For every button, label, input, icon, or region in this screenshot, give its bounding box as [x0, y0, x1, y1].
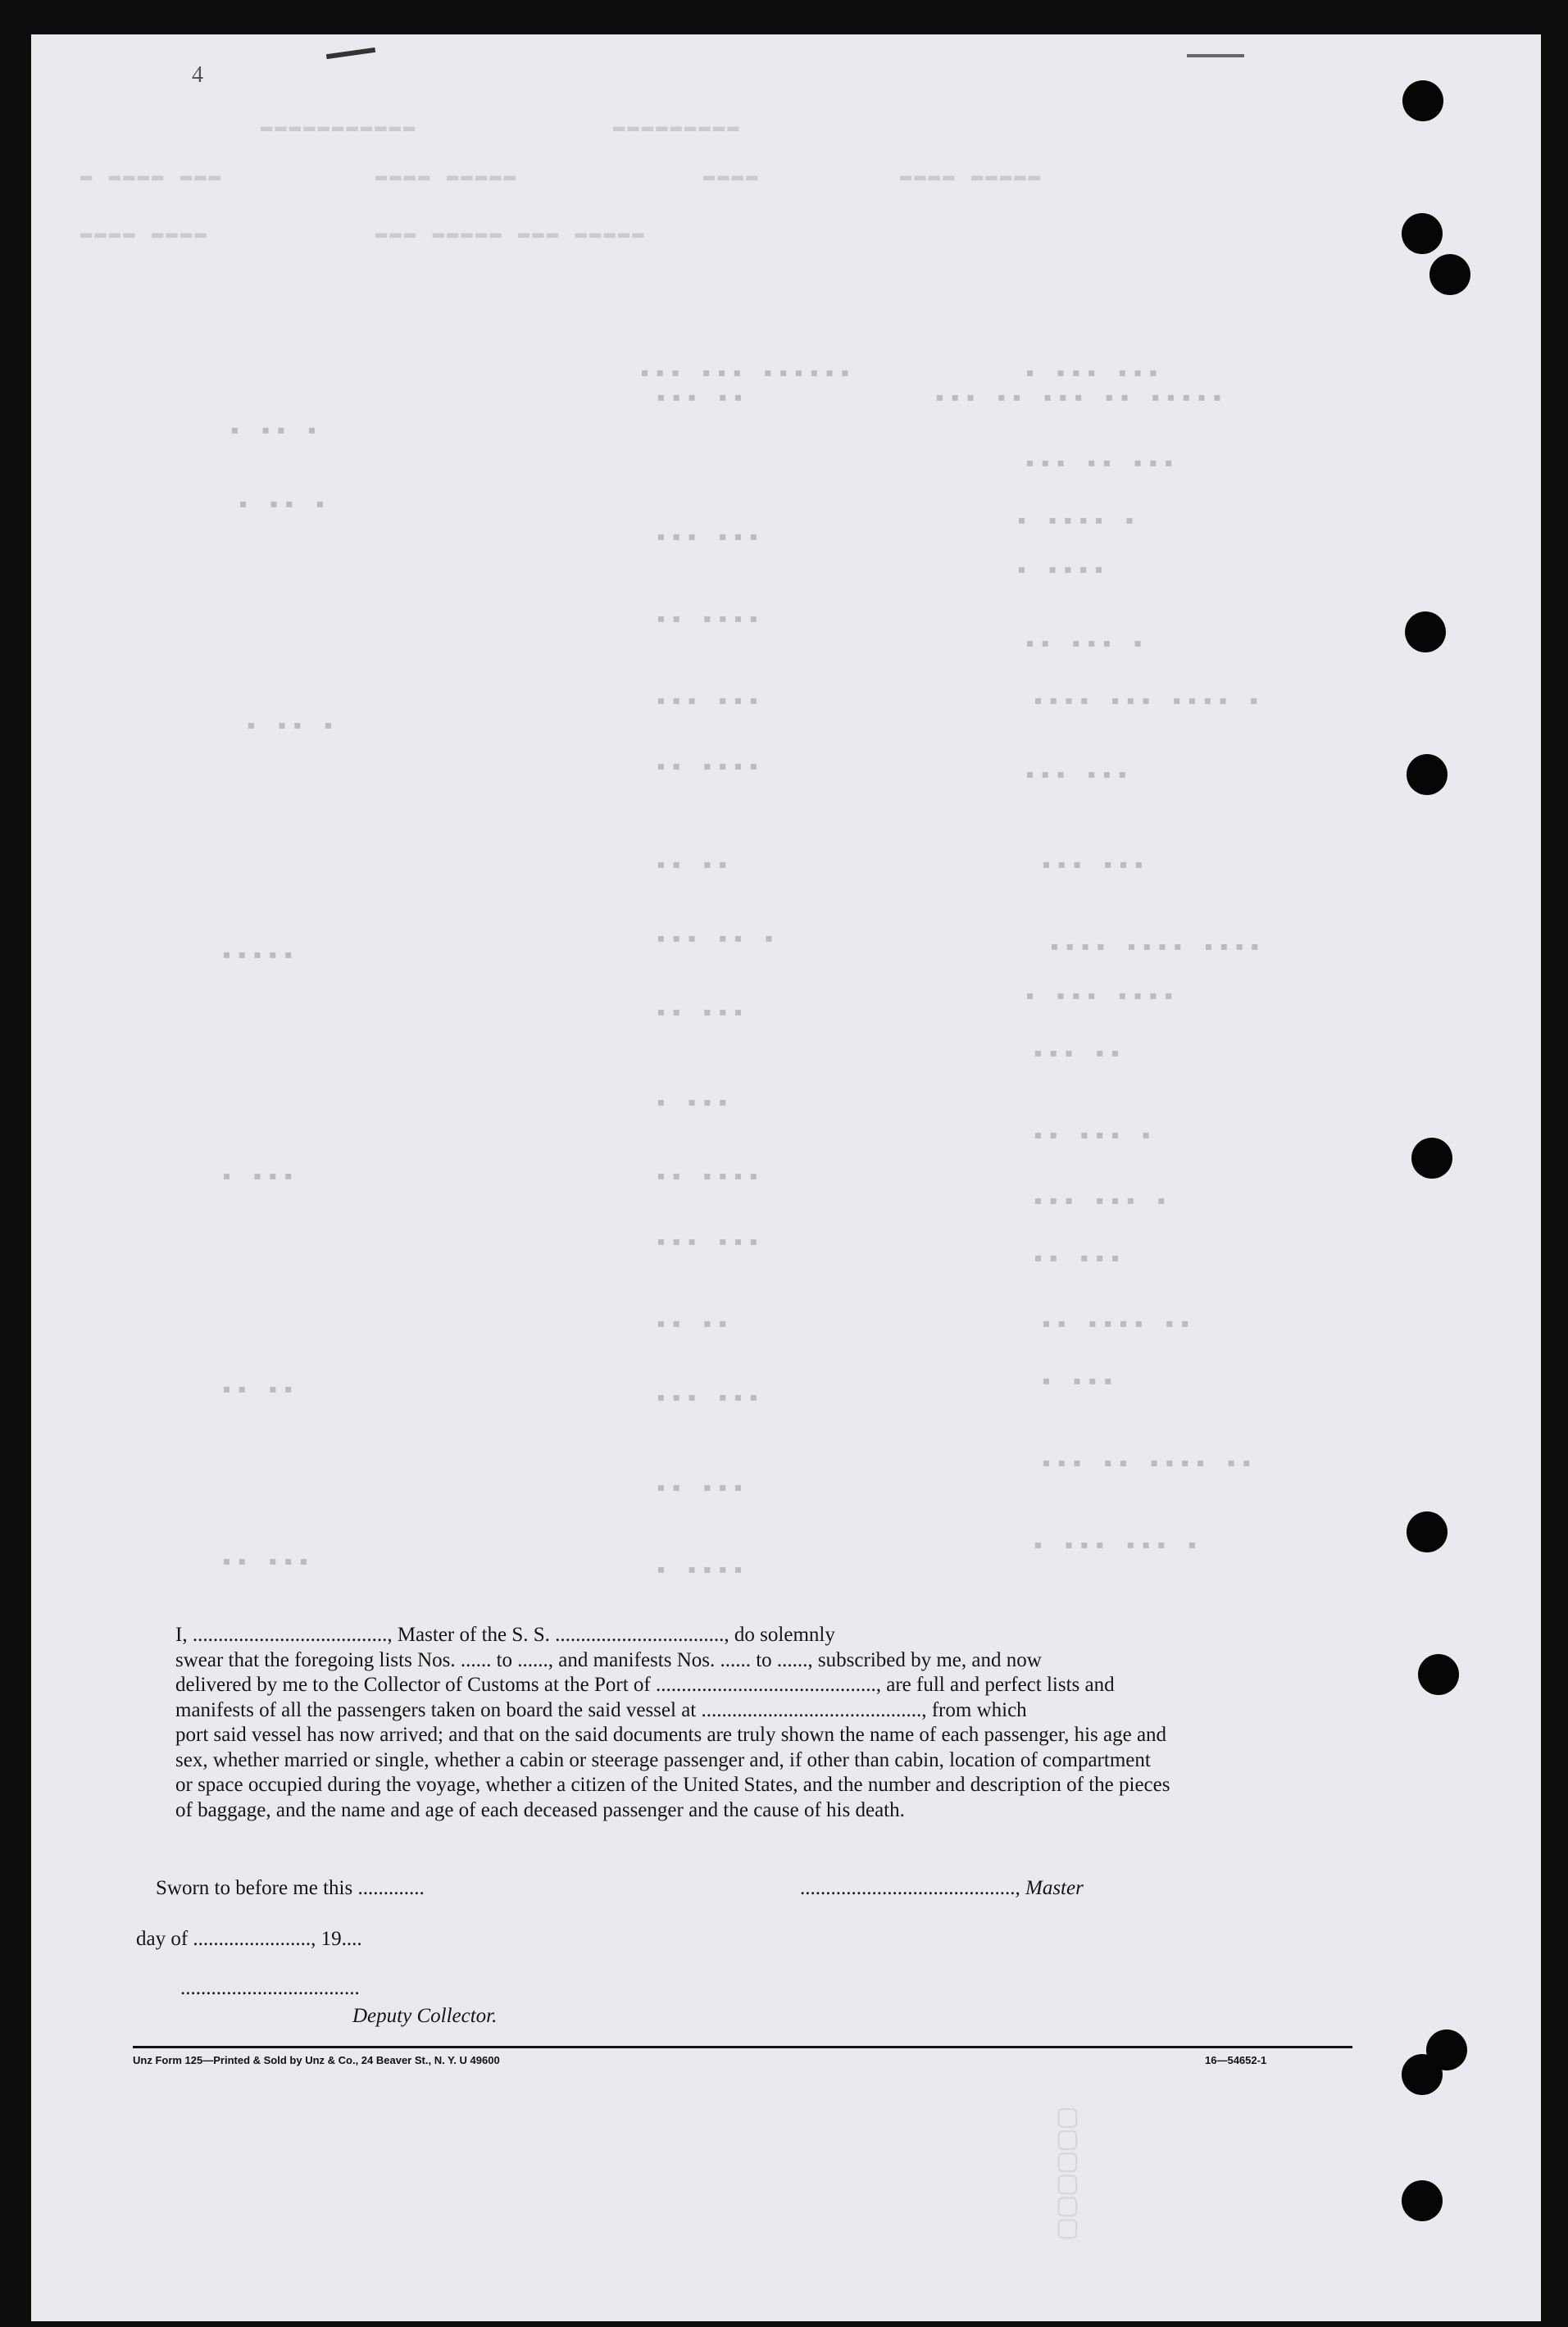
faded-entry: ▪▪▪ ▪▪ ▪▪▪ — [1023, 452, 1178, 478]
faded-entry: ▪▪ ▪▪▪ ▪ — [1023, 633, 1147, 658]
punch-hole — [1405, 611, 1446, 652]
master-label: , Master — [1015, 1877, 1084, 1899]
faded-entry: ▪▪▪ ▪▪ — [1031, 1043, 1124, 1068]
faded-entry: ▪▪▪▪▪ — [220, 944, 298, 970]
faded-entry: ▪▪ ▪▪▪ — [1031, 1248, 1124, 1273]
oath-line: swear that the foregoing lists Nos. ...... to ......, and manifests Nos. ...... to ......, subscribed by me, and now — [175, 1648, 1042, 1671]
faded-typing: ▬▬▬▬ ▬▬▬▬ — [80, 223, 209, 245]
faded-typing: ▬▬▬▬▬▬▬▬▬ — [613, 116, 742, 139]
oath-line: port said vessel has now arrived; and that on the said documents are truly shown the name of each passenger, his age and — [175, 1724, 1167, 1746]
faded-entry: ▪ ▪▪▪ ▪▪▪ ▪ — [1031, 1534, 1201, 1560]
deputy-collector-label: Deputy Collector. — [352, 2005, 498, 2027]
faded-entry: ▪ ▪▪▪▪ ▪ — [1015, 510, 1139, 535]
ink-mark — [326, 48, 375, 59]
footer-rule — [133, 2046, 1352, 2048]
punch-hole — [1407, 1511, 1448, 1552]
faded-typing: ▬▬▬▬ ▬▬▬▬▬ — [900, 166, 1043, 188]
faded-entry: ▪▪ ▪▪▪ ▪ — [1031, 1125, 1155, 1150]
faded-entry: ▪▪ ▪▪ — [220, 1379, 298, 1404]
punch-hole — [1402, 2180, 1443, 2221]
printer-imprint: Unz Form 125—Printed & Sold by Unz & Co., 24 Beaver St., N. Y. U 49600 — [133, 2054, 500, 2066]
oath-line: I, ......................................, Master of the S. S. ................................., do solemnly — [175, 1624, 835, 1646]
faded-entry: ▪ ▪▪▪ — [220, 1166, 298, 1191]
faded-entry: ▪▪▪▪ ▪▪▪▪ ▪▪▪▪ — [1048, 936, 1264, 961]
oath-line: of baggage, and the name and age of each deceased passenger and the cause of his death. — [175, 1798, 905, 1821]
faded-entry: ▪▪▪ ▪▪ ▪ — [654, 928, 778, 953]
faded-entry: ▪▪▪ ▪▪ — [654, 387, 747, 412]
oath-paragraph — [175, 1623, 1352, 1823]
punch-hole — [1418, 1654, 1459, 1695]
punch-hole — [1411, 1138, 1452, 1179]
faded-entry: ▪▪▪ ▪▪ ▪▪▪ ▪▪ ▪▪▪▪▪ — [933, 387, 1226, 412]
faded-entry: ▪▪ ▪▪▪▪ — [654, 756, 762, 781]
faded-entry: ▪ ▪▪▪ — [654, 1092, 732, 1117]
sworn-line: Sworn to before me this ............. — [156, 1877, 425, 1899]
faded-entry: ▪▪ ▪▪▪ — [654, 1002, 747, 1027]
oath-line: delivered by me to the Collector of Customs at the Port of ..........................................., are full and perfect lists and — [175, 1674, 1115, 1696]
manifest-page — [31, 34, 1541, 2321]
day-of-line: day of ......................., 19.... — [136, 1928, 362, 1950]
faded-entry: ▪▪▪ ▪▪▪ — [654, 526, 762, 552]
faded-entry: ▪▪▪▪ ▪▪▪ ▪▪▪▪ ▪ — [1031, 690, 1263, 716]
faded-stamp: ▢▢▢▢▢▢ — [1048, 2108, 1085, 2242]
faded-entry: ▪ ▪▪▪▪ — [1015, 559, 1107, 584]
faded-entry: ▪ ▪▪▪ ▪▪▪▪ — [1023, 985, 1178, 1011]
faded-entry: ▪▪▪ ▪▪▪ ▪ — [1031, 1190, 1170, 1216]
faded-entry: ▪ ▪▪ ▪ — [228, 420, 320, 445]
faded-entry: ▪▪▪ ▪▪▪ — [1023, 764, 1131, 789]
oath-line: or space occupied during the voyage, whether a citizen of the United States, and the number and description of the pieces — [175, 1774, 1170, 1796]
faded-typing: ▬▬▬ ▬▬▬▬▬ ▬▬▬ ▬▬▬▬▬ — [375, 223, 647, 245]
faded-typing: ▬▬▬▬ ▬▬▬▬▬ — [375, 166, 519, 188]
faded-entry: ▪▪ ▪▪▪ — [654, 1477, 747, 1502]
faded-typing: ▬ ▬▬▬▬ ▬▬▬ — [80, 166, 224, 188]
faded-entry: ▪▪ ▪▪ — [654, 1313, 732, 1338]
faded-entry: ▪ ▪▪▪ ▪▪▪ — [1023, 362, 1162, 388]
form-number: 16—54652-1 — [1205, 2054, 1267, 2066]
master-dots: .......................................... — [800, 1877, 1016, 1899]
faded-entry: ▪▪ ▪▪ — [654, 854, 732, 879]
faded-entry: ▪▪▪ ▪▪▪ — [654, 690, 762, 716]
master-signature-line — [800, 1877, 1084, 1900]
punch-hole — [1402, 80, 1443, 121]
faded-entry: ▪▪▪ ▪▪▪ — [654, 1231, 762, 1257]
punch-hole — [1402, 213, 1443, 254]
handwritten-mark: 4 — [192, 62, 203, 88]
faded-entry: ▪ ▪▪▪ — [1039, 1370, 1117, 1396]
ink-mark — [1187, 54, 1244, 57]
faded-entry: ▪▪ ▪▪▪▪ ▪▪ — [1039, 1313, 1194, 1338]
faded-entry: ▪ ▪▪ ▪ — [236, 493, 329, 519]
faded-entry: ▪▪▪ ▪▪▪ — [1039, 854, 1148, 879]
faded-entry: ▪▪▪ ▪▪▪ — [654, 1387, 762, 1412]
deputy-dots: ................................... — [180, 1977, 360, 1999]
faded-entry: ▪▪▪ ▪▪ ▪▪▪▪ ▪▪ — [1039, 1452, 1256, 1478]
faded-entry: ▪▪ ▪▪▪ — [220, 1551, 312, 1576]
oath-line: sex, whether married or single, whether a cabin or steerage passenger and, if other than cabin, location of compartment — [175, 1748, 1151, 1771]
punch-hole — [1407, 754, 1448, 795]
faded-entry: ▪▪▪ ▪▪▪ ▪▪▪▪▪▪ — [638, 362, 854, 388]
faded-typing: ▬▬▬▬ — [703, 166, 761, 188]
punch-hole — [1402, 2054, 1443, 2095]
oath-line: manifests of all the passengers taken on board the said vessel at ..........................................., from which — [175, 1698, 1027, 1721]
faded-entry: ▪▪ ▪▪▪▪ — [654, 608, 762, 634]
faded-entry: ▪▪ ▪▪▪▪ — [654, 1166, 762, 1191]
faded-typing: ▬▬▬▬▬▬▬▬▬▬▬ — [261, 116, 418, 139]
punch-hole — [1429, 254, 1470, 295]
faded-entry: ▪ ▪▪ ▪ — [244, 715, 337, 740]
faded-entry: ▪ ▪▪▪▪ — [654, 1559, 747, 1584]
